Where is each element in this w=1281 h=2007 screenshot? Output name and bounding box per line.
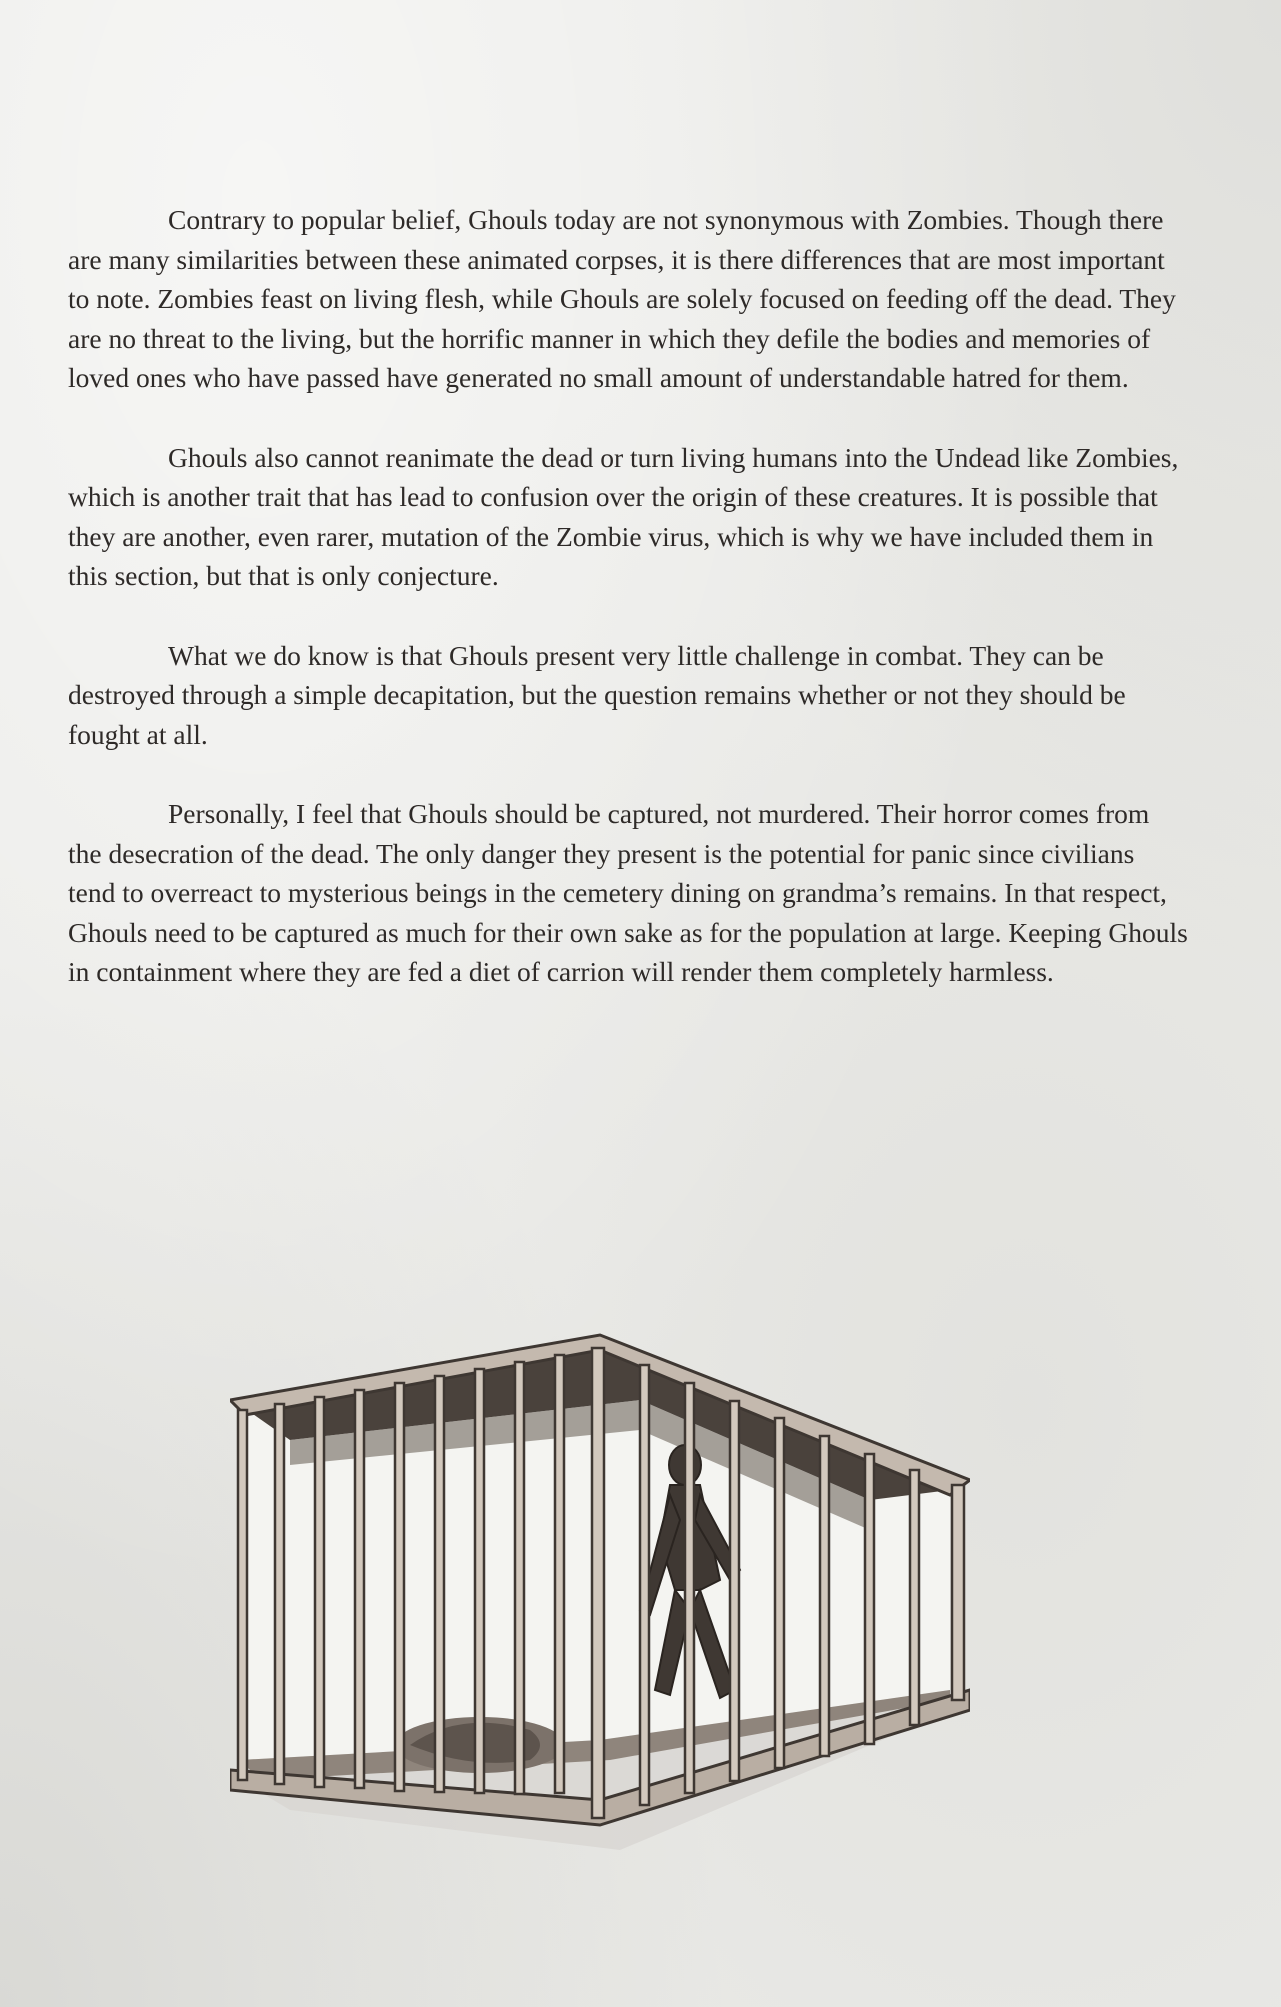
body-text xyxy=(68,200,1188,1032)
caged-ghoul-illustration xyxy=(230,1290,970,1850)
paragraph-4: Personally, I feel that Ghouls should be captured, not murdered. Their horror comes from the desecration of the dead. The only danger they present is the potential for panic since civilians tend to overreact to mysterious beings in the cemetery dining on grandma’s remains. In that respect, Ghouls need to be captured as much for their own sake as for the population at large. Keeping Ghouls in containment where they are fed a diet of carrion will render them completely harmless. xyxy=(68,798,1188,987)
paragraph-3: What we do know is that Ghouls present very little challenge in combat. They can be destroyed through a simple decapitation, but the question remains whether or not they should be fought at all. xyxy=(68,639,1126,750)
paragraph-1: Contrary to popular belief, Ghouls today are not synonymous with Zombies. Though there are many similarities between these animated corpses, it is there differences that are most important to note. Zombies feast on living flesh, while Ghouls are solely focused on feeding off the dead. They are no threat to the living, but the horrific manner in which they defile the bodies and memories of loved ones who have passed have generated no small amount of understandable hatred for them. xyxy=(68,204,1176,393)
paragraph-2: Ghouls also cannot reanimate the dead or turn living humans into the Undead like Zombies, which is another trait that has lead to confusion over the origin of these creatures. It is possible that they are another, even rarer, mutation of the Zombie virus, which is why we have included them in this section, but that is only conjecture. xyxy=(68,441,1179,591)
